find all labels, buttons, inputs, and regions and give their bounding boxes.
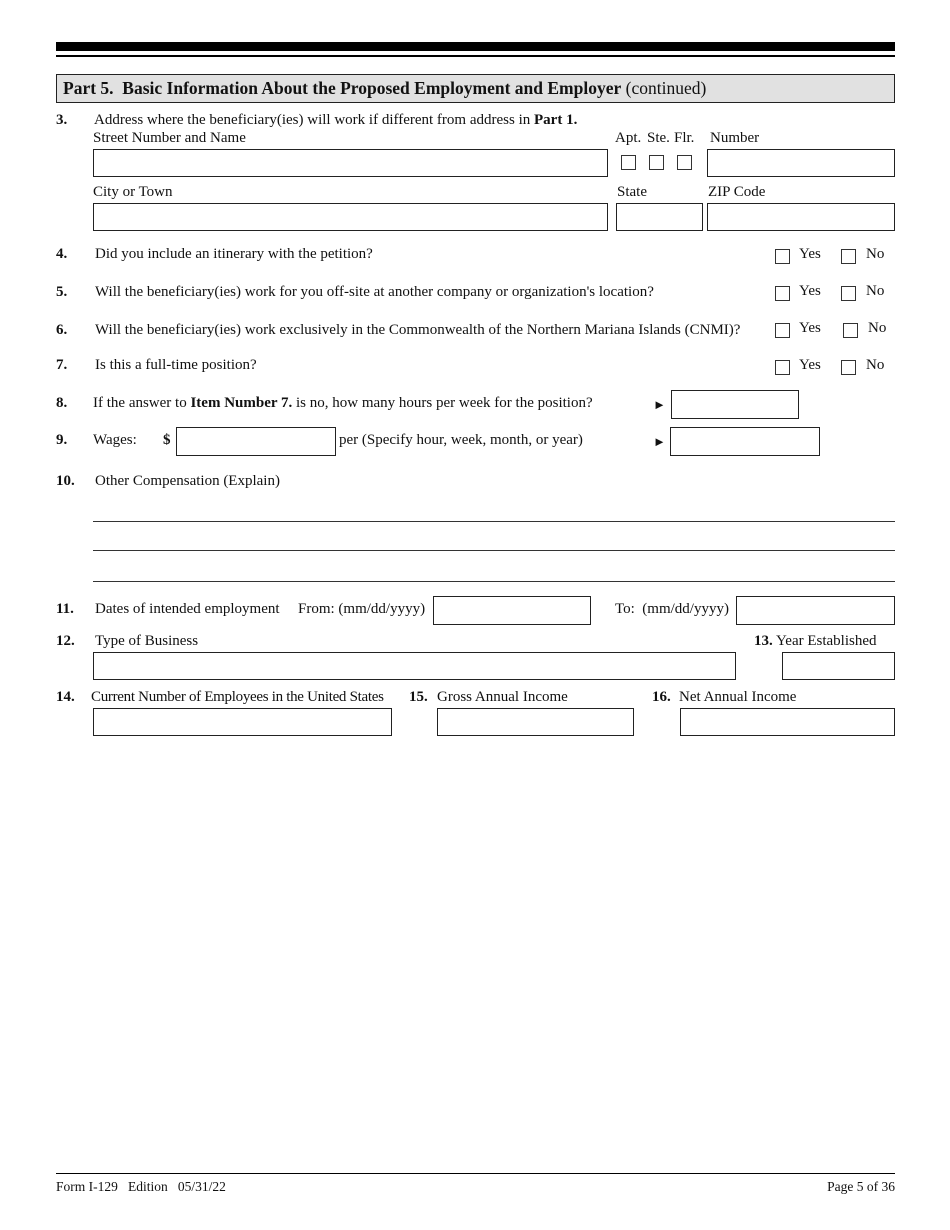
question-4-yes-checkbox[interactable] [775,249,790,264]
question-7-yes-label: Yes [799,357,821,373]
flr-checkbox[interactable] [677,155,692,170]
state-select[interactable] [616,203,703,231]
question-4-text: Did you include an itinerary with the petition? [95,246,373,262]
item-8-arrow-icon: ► [653,397,666,412]
item-3-prompt [94,112,577,129]
number-label: Number [710,130,760,146]
item-9-number: 9. [56,432,68,448]
question-5-yes-label: Yes [799,283,821,299]
question-4-no-checkbox[interactable] [841,249,856,264]
item-16-number: 16. [652,689,671,705]
zip-label: ZIP Code [708,184,766,200]
street-input[interactable] [93,149,608,177]
from-label: From: (mm/dd/yyyy) [298,601,426,617]
question-5-number: 5. [56,284,68,300]
hours-per-week-input[interactable] [671,390,799,419]
question-6-text: Will the beneficiary(ies) work exclusively in the Commonwealth of the Northern Mariana Islands (CNMI)? [95,322,741,338]
question-4-yes-label: Yes [799,246,821,262]
gross-income-label: Gross Annual Income [437,689,568,705]
wages-input[interactable] [176,427,336,456]
item-3-prompt-text: Address where the beneficiary(ies) will work if different from address in [94,112,531,128]
item-11-number: 11. [56,601,74,617]
net-income-input[interactable] [680,708,895,736]
question-5-no-checkbox[interactable] [841,286,856,301]
item-14-number: 14. [56,689,75,705]
apt-checkbox[interactable] [621,155,636,170]
item-8-text-after: is no, how many hours per week for the position? [296,395,593,411]
question-7-no-checkbox[interactable] [841,360,856,375]
footer-rule [56,1173,895,1174]
item-9-arrow-icon: ► [653,434,666,449]
from-date-input[interactable] [433,596,591,625]
compensation-line-3[interactable] [93,581,895,582]
question-7-number: 7. [56,357,68,373]
apt-label: Apt. [615,130,642,146]
year-established-label: Year Established [775,633,877,649]
type-of-business-label: Type of Business [95,633,199,649]
question-5-yes-checkbox[interactable] [775,286,790,301]
section-header [56,74,895,103]
question-7-no-label: No [866,357,885,373]
top-thick-rule [56,42,895,51]
form-identifier: Form I-129 Edition 05/31/22 [56,1179,226,1194]
to-date-input[interactable] [736,596,895,625]
top-thin-rule [56,55,895,57]
part-label: Part 5. [63,78,114,98]
item-8-text-ref: Item Number 7. [190,395,293,411]
net-income-label: Net Annual Income [679,689,797,705]
wages-per-text: per (Specify hour, week, month, or year) [339,432,583,448]
gross-income-input[interactable] [437,708,634,736]
compensation-line-2[interactable] [93,550,895,551]
state-label: State [617,184,647,200]
to-label: To: (mm/dd/yyyy) [615,601,729,617]
ste-label: Ste. [647,130,670,146]
item-3-prompt-ref: Part 1. [534,112,578,128]
item-8-text-before: If the answer to [93,395,187,411]
item-15-number: 15. [409,689,428,705]
item-12-number: 12. [56,633,75,649]
flr-label: Flr. [674,130,695,146]
question-7-yes-checkbox[interactable] [775,360,790,375]
question-4-number: 4. [56,246,68,262]
question-6-no-checkbox[interactable] [843,323,858,338]
city-input[interactable] [93,203,608,231]
other-compensation-label: Other Compensation (Explain) [95,473,280,489]
question-5-text: Will the beneficiary(ies) work for you off-site at another company or organization's location? [95,284,654,300]
question-4-no-label: No [866,246,885,262]
question-6-no-label: No [868,320,887,336]
item-8-number: 8. [56,395,68,411]
unit-number-input[interactable] [707,149,895,177]
wages-label: Wages: [93,432,137,448]
zip-input[interactable] [707,203,895,231]
section-suffix: (continued) [625,78,707,98]
type-of-business-input[interactable] [93,652,736,680]
wage-period-input[interactable] [670,427,820,456]
item-13-label-group [754,633,877,650]
question-6-number: 6. [56,322,68,338]
city-label: City or Town [93,184,173,200]
dollar-sign: $ [163,432,171,448]
item-8-text [93,395,593,412]
employees-input[interactable] [93,708,392,736]
question-6-yes-checkbox[interactable] [775,323,790,338]
ste-checkbox[interactable] [649,155,664,170]
page-number: Page 5 of 36 [827,1179,895,1194]
section-title: Basic Information About the Proposed Employment and Employer [122,78,622,98]
question-6-yes-label: Yes [799,320,821,336]
question-5-no-label: No [866,283,885,299]
street-label: Street Number and Name [93,130,246,146]
dates-label: Dates of intended employment [95,601,280,617]
question-7-text: Is this a full-time position? [95,357,257,373]
item-3-number: 3. [56,112,68,128]
item-10-number: 10. [56,473,75,489]
employees-label: Current Number of Employees in the United States [91,689,384,705]
item-13-number: 13. [754,633,773,649]
year-established-input[interactable] [782,652,895,680]
compensation-line-1[interactable] [93,521,895,522]
